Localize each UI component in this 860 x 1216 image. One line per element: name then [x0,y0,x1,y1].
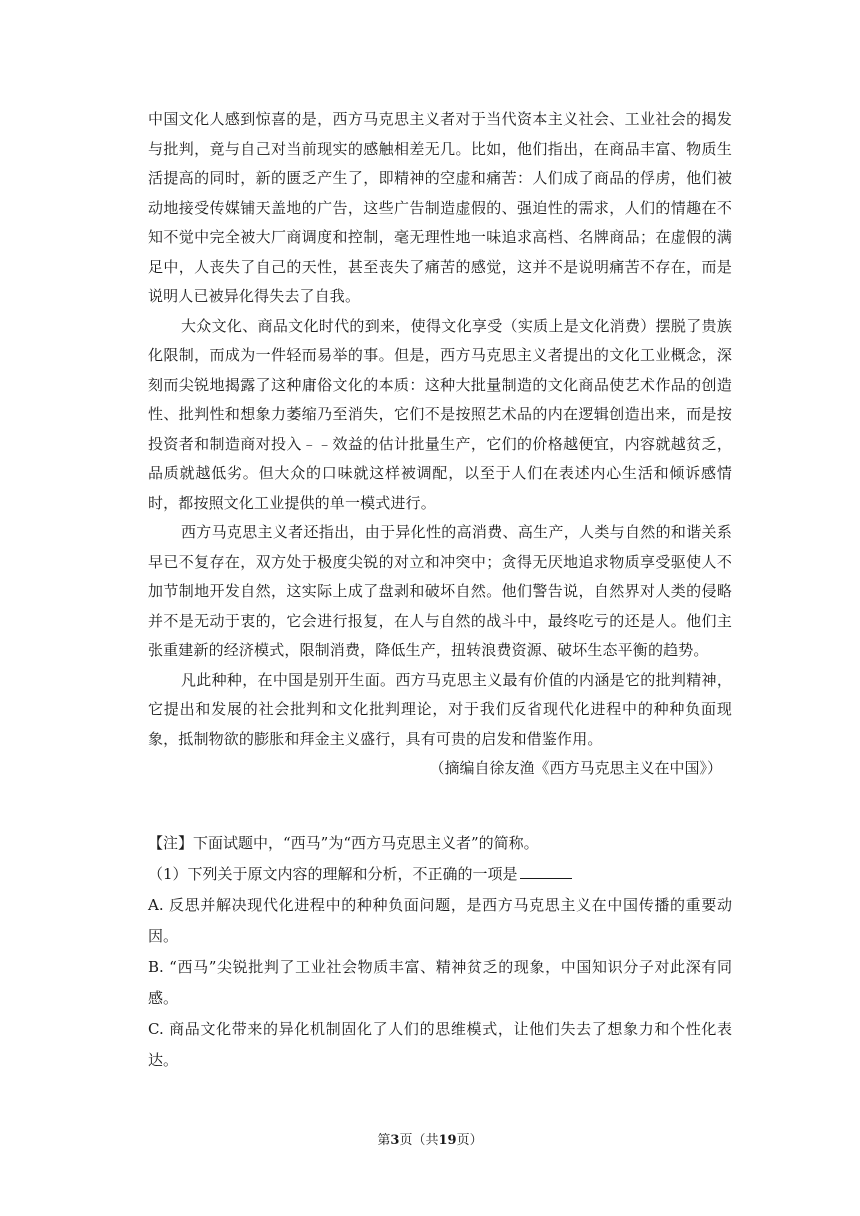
question-1-option-b: B. “西马”尖锐批判了工业社会物质丰富、精神贫乏的现象，中国知识分子对此深有同感。 [148,957,732,1007]
question-1-option-c: C. 商品文化带来的异化机制固化了人们的思维模式，让他们失去了想象力和个性化表达。 [148,1019,732,1069]
footer-prefix: 第 [377,1133,391,1148]
page-footer [0,1129,860,1148]
article-source-citation: （摘编自徐友渔《西方马克思主义在中国》） [429,759,722,777]
question-1-stem [148,859,732,890]
question-note: 【注】下面试题中，“西马”为“西方马克思主义者”的简称。 [148,833,539,852]
question-1-option-a: A. 反思并解决现代化进程中的种种负面问题，是西方马克思主义在中国传播的重要动因。 [148,895,732,945]
footer-total-pages: 19 [438,1133,457,1148]
section-divider-space [148,784,732,828]
article-paragraph-4: 凡此种种，在中国是别开生面。西方马克思主义最有价值的内涵是它的批判精神，它提出和发展的社会批判和文化批判理论，对于我们反省现代化进程中的种种负面现象，抵制物欲的膨胀和拜金主义盛行，具有可贵的启发和借鉴作用。 [148,670,732,748]
question-1-stem-text: （1）下列关于原文内容的理解和分析，不正确的一项是 [148,864,518,883]
article-paragraph-2: 大众文化、商品文化时代的到来，使得文化享受（实质上是文化消费）摆脱了贵族化限制，而成为一件轻而易举的事。但是，西方马克思主义者提出的文化工业概念，深刻而尖锐地揭露了这种庸俗文化的本质：这种大批量制造的文化商品使艺术作品的创造性、批判性和想象力萎缩乃至消失，它们不是按照艺术品的内在逻辑创造出来，而是按投资者和制造商对投入﹣﹣效益的估计批量生产，它们的价格越便宜，内容就越贫乏，品质就越低劣。但大众的口味就这样被调配，以至于人们在表述内心生活和倾诉感情时，都按照文化工业提供的单一模式进行。 [148,316,732,512]
footer-page-number: 3 [390,1133,400,1148]
article-paragraph-3: 西方马克思主义者还指出，由于异化性的高消费、高生产，人类与自然的和谐关系早已不复存在，双方处于极度尖锐的对立和冲突中；贪得无厌地追求物质享受驱使人不加节制地开发自然，这实际上成了盘剥和破坏自然。他们警告说，自然界对人类的侵略并不是无动于衷的，它会进行报复，在人与自然的战斗中，最终吃亏的还是人。他们主张重建新的经济模式，限制消费，降低生产，扭转浪费资源、破坏生态平衡的趋势。 [148,523,732,659]
answer-blank [520,864,572,879]
footer-suffix: 页） [456,1133,483,1148]
document-page [148,105,732,1076]
footer-middle: 页（共 [399,1133,439,1148]
article-paragraph-1: 中国文化人感到惊喜的是，西方马克思主义者对于当代资本主义社会、工业社会的揭发与批判，竟与自己对当前现实的感触相差无几。比如，他们指出，在商品丰富、物质生活提高的同时，新的匮乏产生了，即精神的空虚和痛苦：人们成了商品的俘虏，他们被动地接受传媒铺天盖地的广告，这些广告制造虚假的、强迫性的需求，人们的情趣在不知不觉中完全被大厂商调度和控制，毫无理性地一味追求高档、名牌商品；在虚假的满足中，人丧失了自己的天性，甚至丧失了痛苦的感觉，这并不是说明痛苦不存在，而是说明人已被异化得失去了自我。 [148,110,732,305]
